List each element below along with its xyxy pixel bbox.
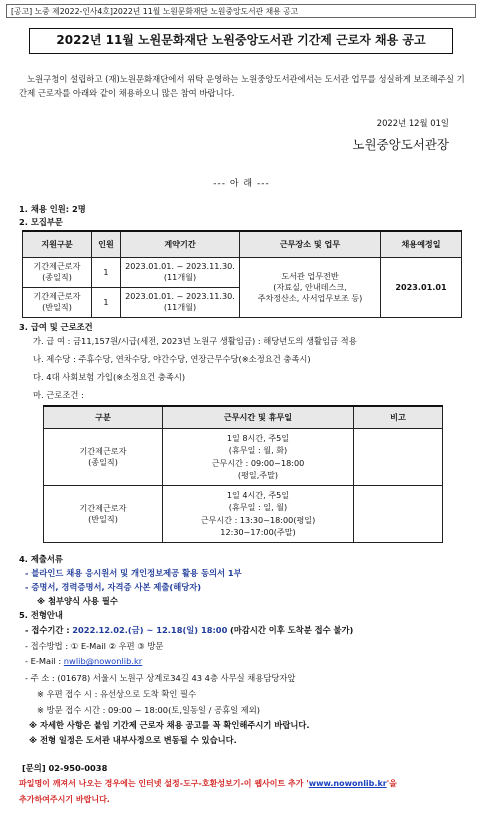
table-header: 근무장소 및 업무 <box>240 231 381 257</box>
headcount: 1 <box>92 287 121 317</box>
table-row <box>44 485 443 542</box>
start-date: 2023.01.01 <box>381 257 462 317</box>
pay-line: 가. 급 여 : 금11,157원/시급(세전, 2023년 노원구 생활임금) : 해당년도의 생활임금 적용 <box>33 336 357 346</box>
hours-line: (휴무일 : 월, 화) <box>228 445 288 455</box>
website-link[interactable]: www.nowonlib.kr <box>308 779 387 788</box>
remarks-cell <box>354 485 443 542</box>
contact-line: [문의] 02-950-0038 <box>22 763 108 773</box>
job-type: 기간제근로자 <box>33 261 81 271</box>
method-line: - 접수방법 : ① E-Mail ② 우편 ③ 방문 <box>25 641 164 651</box>
address-line: - 주 소 : (01678) 서울시 노원구 상계로34길 43 4층 사무실 채용담당자앞 <box>25 673 296 683</box>
hours-line: (평일,주말) <box>237 470 279 480</box>
headcount: 1 <box>92 257 121 287</box>
doc-item: - 증명서, 경력증명서, 자격증 사본 제출(해당자) <box>25 582 202 592</box>
table-header: 비고 <box>354 406 443 428</box>
email-label: - E-Mail : <box>25 656 64 666</box>
header-bar <box>6 4 476 18</box>
work-place: (자료실, 안내데스크, <box>273 281 347 292</box>
period-note: (마감시간 이후 도착분 접수 불가) <box>230 625 354 635</box>
contract-months: (11개월) <box>163 272 197 282</box>
table-header: 근무시간 및 휴무일 <box>163 406 354 428</box>
title-box <box>29 28 453 54</box>
job-type-sub: (반일직) <box>42 302 72 312</box>
job-type: 기간제근로자 <box>79 445 127 456</box>
job-type-sub: (종일직) <box>42 272 72 282</box>
section-5-heading: 5. 전형안내 <box>19 610 63 620</box>
job-type-sub: (반일직) <box>88 513 118 524</box>
table-header: 인원 <box>92 231 121 257</box>
hours-line: 1일 8시간, 주5일 <box>226 432 290 443</box>
table-header: 지원구분 <box>23 231 92 257</box>
table-row <box>44 428 443 485</box>
hours-line: 근무시간 : 13:30~18:00(평일) <box>200 514 316 525</box>
period-label: - 접수기간 : <box>25 625 70 635</box>
email-link[interactable]: nwlib@nowonlib.kr <box>63 656 143 666</box>
period-value: 2022.12.02.(금) ~ 12.18(일) 18:00 <box>72 625 228 635</box>
hours-line: 12:30~17:00(주말) <box>220 527 296 537</box>
contract-period: 2023.01.01. ~ 2023.11.30. <box>125 291 235 301</box>
note-line: ※ 우편 접수 시 : 유선상으로 도착 확인 필수 <box>37 689 197 699</box>
pay-line: 다. 4대 사회보험 가입(※소정요건 충족시) <box>33 372 186 382</box>
bold-note: ※ 자세한 사항은 붙임 기간제 근로자 채용 공고를 꼭 확인해주시기 바랍니다. <box>29 720 310 730</box>
notice-date: 2022년 12월 01일 <box>376 118 449 128</box>
hours-line: 1일 4시간, 주5일 <box>226 489 290 500</box>
remarks-cell <box>354 428 443 485</box>
organization-name: 노원중앙도서관장 <box>352 137 449 152</box>
pay-line: 마. 근로조건 : <box>33 390 84 400</box>
contract-months: (11개월) <box>163 302 197 312</box>
section-2-heading: 2. 모집부문 <box>19 217 63 227</box>
table-row <box>23 257 462 287</box>
table-header: 채용예정일 <box>381 231 462 257</box>
recruitment-table <box>22 230 462 318</box>
page-title: 2022년 11월 노원문화재단 노원중앙도서관 기간제 근로자 채용 공고 <box>56 33 426 47</box>
pay-line: 나. 제수당 : 주휴수당, 연차수당, 야간수당, 연장근무수당(※소정요건 충족시) <box>33 354 311 364</box>
section-1-heading: 1. 채용 인원: 2명 <box>19 204 86 214</box>
doc-note: ※ 첨부양식 사용 필수 <box>37 596 118 606</box>
job-type: 기간제근로자 <box>79 502 127 513</box>
warning-text-end: '을 <box>386 779 397 788</box>
work-conditions-table <box>43 405 443 543</box>
note-line: ※ 방문 접수 시간 : 09:00 ~ 18:00(토,일동일 / 공휴일 제외) <box>37 705 261 715</box>
hours-line: 근무시간 : 09:00~18:00 <box>211 457 305 468</box>
contract-period: 2023.01.01. ~ 2023.11.30. <box>125 261 235 271</box>
job-type-sub: (종일직) <box>88 456 118 467</box>
job-type: 기간제근로자 <box>33 291 81 301</box>
work-place: 도서관 업무전반 <box>281 270 339 281</box>
table-header: 구분 <box>44 406 163 428</box>
bold-note: ※ 전형 일정은 도서관 내부사정으로 변동될 수 있습니다. <box>29 735 237 745</box>
warning-text-2: 추가하여주시기 바랍니다. <box>19 795 110 804</box>
intro-paragraph: 노원구청이 설립하고 (재)노원문화재단에서 위탁 운영하는 노원중앙도서관에서는 도서관 업무를 성실하게 보조해주실 기간제 근로자를 아래와 같이 채용하오니 많은 참여 바랍니다. <box>19 74 465 98</box>
header-bar-text: [공고] 노중 제2022-인사4호]2022년 11월 노원문화재단 노원중앙도서관 채용 공고 <box>11 7 299 16</box>
section-4-heading: 4. 제출서류 <box>19 554 63 564</box>
work-place: 주차정산소, 사서업무보조 등) <box>257 292 363 303</box>
section-3-heading: 3. 급여 및 근로조건 <box>19 322 93 332</box>
doc-item: - 블라인드 채용 응시원서 및 개인정보제공 활용 동의서 1부 <box>25 568 242 578</box>
table-header: 계약기간 <box>121 231 240 257</box>
warning-text: 파일명이 깨져서 나오는 경우에는 인터넷 설정-도구-호환성보기-이 웹사이트 추가 ' <box>19 779 309 788</box>
sub-heading: --- 아 래 --- <box>213 179 270 189</box>
hours-line: (휴무일 : 일, 월) <box>228 502 288 512</box>
